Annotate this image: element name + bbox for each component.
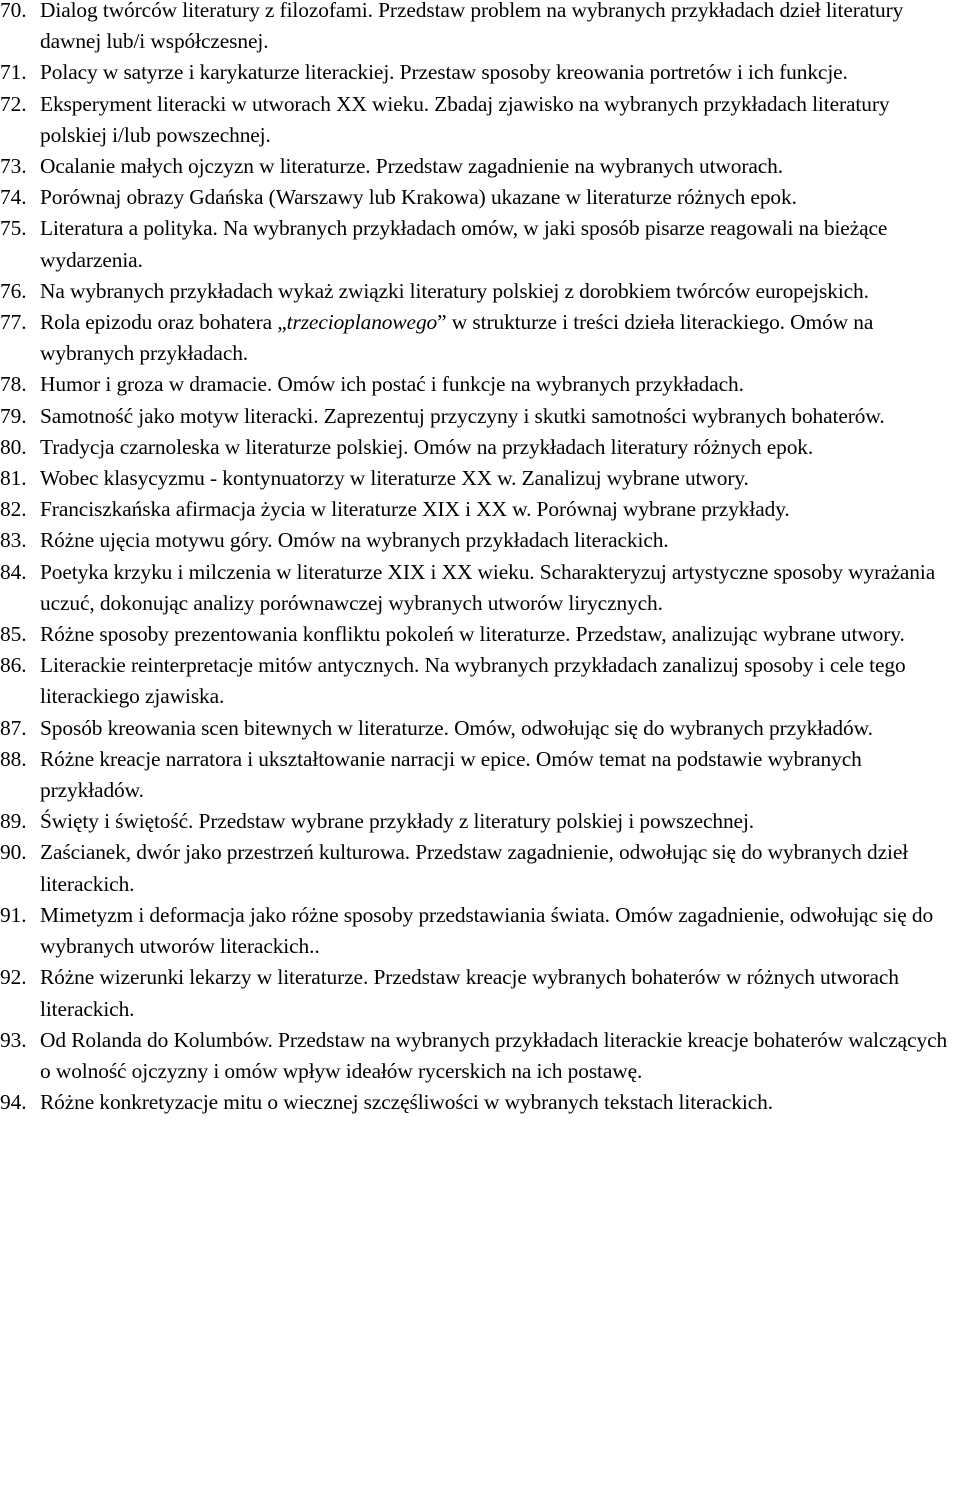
item-number: 94. (0, 1090, 27, 1115)
list-item (0, 276, 956, 307)
list-item (0, 57, 956, 88)
item-number: 73. (0, 154, 27, 179)
item-text-after: ” w strukturze i treści dzieła literackiego. Omów na wybranych przykładach. (40, 310, 874, 366)
item-text: Różne ujęcia motywu góry. Omów na wybranych przykładach literackich. (40, 528, 669, 553)
item-text: Humor i groza w dramacie. Omów ich postać i funkcje na wybranych przykładach. (40, 372, 744, 397)
item-number: 72. (0, 91, 27, 116)
list-item (0, 806, 956, 837)
item-text: Mimetyzm i deformacja jako różne sposoby przedstawiania świata. Omów zagadnienie, odwołując się do wybranych utworów literackich.. (40, 902, 934, 959)
item-number: 71. (0, 60, 27, 85)
item-text: Samotność jako motyw literacki. Zaprezentuj przyczyny i skutki samotności wybranych bohaterów. (40, 403, 885, 428)
item-text: Tradycja czarnoleska w literaturze polskiej. Omów na przykładach literatury różnych epok. (40, 434, 814, 459)
item-text: Literatura a polityka. Na wybranych przykładach omów, w jaki sposób pisarze reagowali na bieżące wydarzenia. (40, 216, 888, 272)
item-number: 93. (0, 1027, 27, 1052)
list-item (0, 0, 956, 57)
list-item (0, 432, 956, 463)
item-number: 81. (0, 466, 27, 491)
item-text: Różne kreacje narratora i ukształtowanie narracji w epice. Omów temat na podstawie wybranych przykładów. (40, 746, 862, 803)
item-text: Ocalanie małych ojczyzn w literaturze. Przedstaw zagadnienie na wybranych utworach. (40, 154, 784, 179)
list-item (0, 619, 956, 650)
item-text: Różne sposoby prezentowania konfliktu pokoleń w literaturze. Przedstaw, analizując wybrane utwory. (40, 622, 905, 647)
list-item (0, 744, 956, 806)
item-text: Zaścianek, dwór jako przestrzeń kulturowa. Przedstaw zagadnienie, odwołując się do wybranych dzieł literackich. (40, 840, 909, 896)
item-text (40, 307, 956, 369)
list-item (0, 713, 956, 744)
item-text: Poetyka krzyku i milczenia w literaturze XIX i XX wieku. Scharakteryzuj artystyczne sposoby wyrażania uczuć, dokonując analizy porównawczej wybranych utworów lirycznych. (40, 559, 936, 615)
item-text: Dialog twórców literatury z filozofami. Przedstaw problem na wybranych przykładach dzieł literatury dawnej lub/i współczesnej. (40, 0, 904, 54)
item-number: 76. (0, 278, 27, 303)
item-text: Święty i świętość. Przedstaw wybrane przykłady z literatury polskiej i powszechnej. (40, 809, 755, 834)
item-text: Franciszkańska afirmacja życia w literaturze XIX i XX w. Porównaj wybrane przykłady. (40, 497, 790, 522)
list-item (0, 494, 956, 525)
item-number: 87. (0, 715, 27, 740)
list-item (0, 89, 956, 151)
item-text: Eksperyment literacki w utworach XX wieku. Zbadaj zjawisko na wybranych przykładach literatury polskiej i/lub powszechnej. (40, 91, 890, 147)
item-number: 88. (0, 746, 27, 771)
item-text: Literackie reinterpretacje mitów antycznych. Na wybranych przykładach zanalizuj sposoby i cele tego literackiego zjawiska. (40, 653, 906, 709)
item-text: Różne wizerunki lekarzy w literaturze. Przedstaw kreacje wybranych bohaterów w różnych utworach literackich. (40, 965, 899, 1021)
list-item (0, 182, 956, 213)
list-item (0, 900, 956, 962)
item-text: Porównaj obrazy Gdańska (Warszawy lub Krakowa) ukazane w literaturze różnych epok. (40, 185, 797, 210)
item-text: Polacy w satyrze i karykaturze literackiej. Przestaw sposoby kreowania portretów i ich funkcje. (40, 60, 848, 85)
item-number: 90. (0, 840, 27, 865)
list-item (0, 307, 956, 369)
item-number: 70. (0, 0, 27, 22)
item-number: 85. (0, 622, 27, 647)
list-item (0, 557, 956, 619)
item-text-before: Rola epizodu oraz bohatera „ (40, 310, 287, 335)
list-item (0, 213, 956, 275)
item-number: 78. (0, 372, 27, 397)
item-text: Na wybranych przykładach wykaż związki literatury polskiej z dorobkiem twórców europejskich. (40, 278, 869, 303)
list-item (0, 525, 956, 556)
list-item (0, 1025, 956, 1087)
item-number: 84. (0, 559, 27, 584)
list-item (0, 151, 956, 182)
item-number: 82. (0, 497, 27, 522)
list-item (0, 837, 956, 899)
item-number: 80. (0, 434, 27, 459)
item-text: Sposób kreowania scen bitewnych w literaturze. Omów, odwołując się do wybranych przykładów. (40, 715, 873, 740)
item-text-italic: trzecioplanowego (286, 310, 438, 335)
item-number: 89. (0, 809, 27, 834)
list-item (0, 463, 956, 494)
item-number: 74. (0, 185, 27, 210)
item-number: 86. (0, 653, 27, 678)
item-number: 91. (0, 902, 27, 927)
item-number: 83. (0, 528, 27, 553)
item-number: 92. (0, 965, 27, 990)
list-item (0, 962, 956, 1024)
item-text: Różne konkretyzacje mitu o wiecznej szczęśliwości w wybranych tekstach literackich. (40, 1090, 773, 1115)
item-text: Od Rolanda do Kolumbów. Przedstaw na wybranych przykładach literackie kreacje bohaterów walczących o wolność ojczyzny i omów wpływ ideałów rycerskich na ich postawę. (40, 1027, 948, 1083)
item-text: Wobec klasycyzmu - kontynuatorzy w literaturze XX w. Zanalizuj wybrane utwory. (40, 466, 749, 491)
item-number: 75. (0, 216, 27, 241)
list-item (0, 401, 956, 432)
item-number: 79. (0, 403, 27, 428)
list-item (0, 650, 956, 712)
list-item (0, 369, 956, 400)
list-item (0, 1087, 956, 1118)
item-number: 77. (0, 310, 27, 335)
